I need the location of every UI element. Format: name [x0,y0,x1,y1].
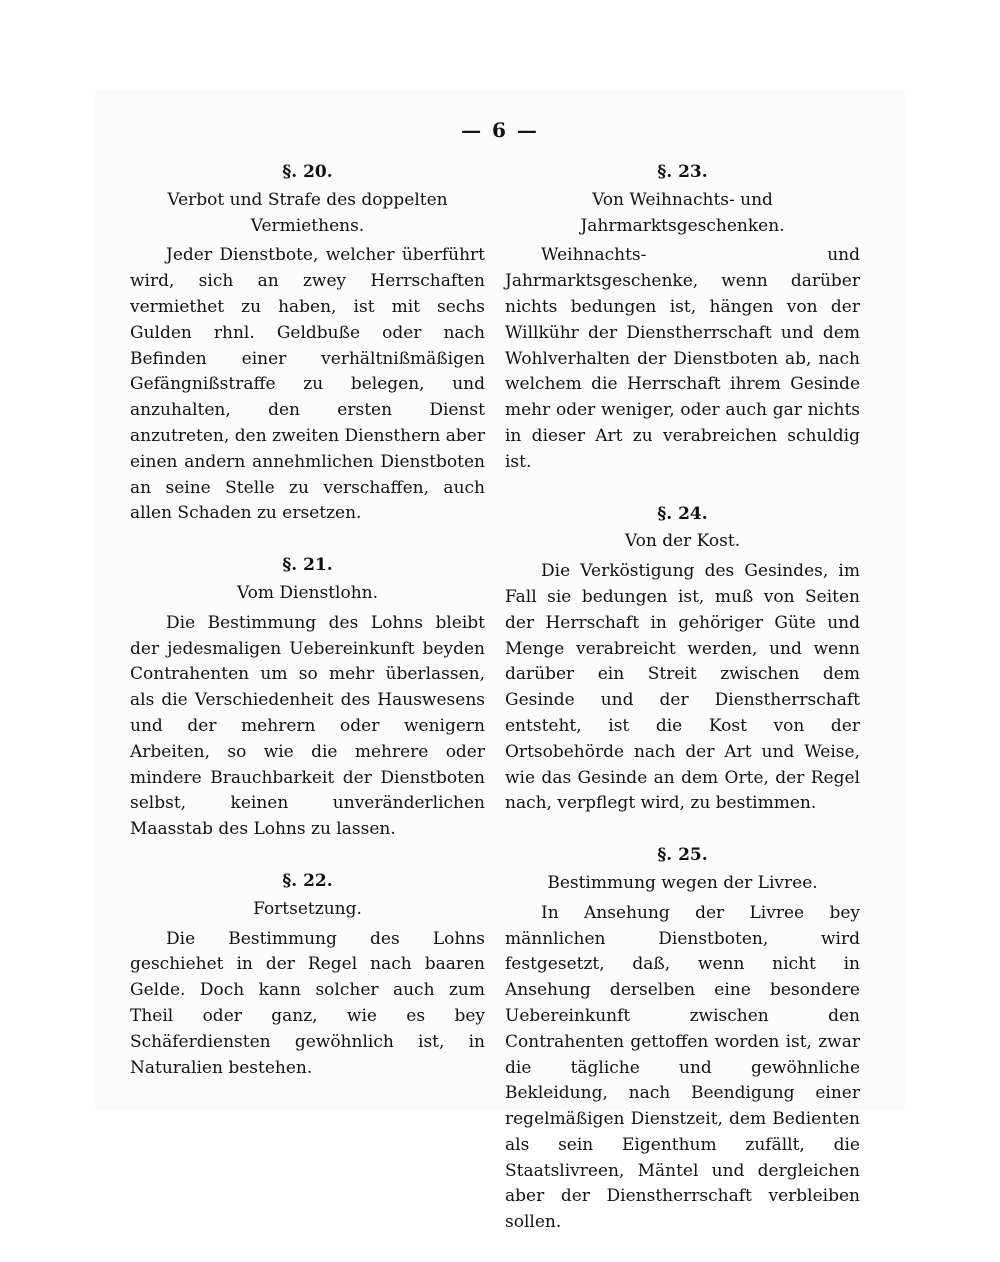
section-title: Bestimmung wegen der Livree. [547,872,818,893]
section-heading: §. 21. [282,555,333,576]
section-text: Die Verköstigung des Gesindes, im Fall sie bedungen ist, muß von Seiten der Herrschaft in gehöriger Güte und Menge verabreicht werden, und wenn darüber ein Streit zwischen dem Gesinde und der Dienstherrschaft entsteht, ist die Kost von der Ortsobehörde nach der Art und Weise, wie das Gesinde an dem Orte, der Regel nach, verpflegt wird, zu bestimmen. [505,561,860,814]
section-title: Verbot und Strafe des doppelten Vermiethens. [167,189,448,236]
section-text: Die Bestimmung des Lohns geschiehet in der Regel nach baaren Gelde. Doch kann solcher auch zum Theil oder ganz, wie es bey Schäferdiensten gewöhnlich ist, in Naturalien bestehen. [130,928,485,1078]
section-title: Von Weihnachts- und Jahrmarktsgeschenken. [580,189,785,236]
document-page [95,90,905,1233]
section-heading: §. 22. [282,870,333,891]
page-number: — 6 — [461,118,539,142]
section-text: Jeder Dienstbote, welcher überführt wird, sich an zwey Herrschaften vermiethet zu haben, ist mit sechs Gulden rhnl. Geldbuße oder nach Befinden einer verhältnißmäßigen Gefängnißstraffe zu belegen, und anzuhalten, den ersten Dienst anzutreten, den zweiten Diensthern aber einen andern annehmlichen Dienstboten an seine Stelle zu verschaffen, auch allen Schaden zu ersetzen. [130,245,485,524]
section-title: Vom Dienstlohn. [236,582,379,603]
section-heading: §. 20. [282,162,333,182]
section-title: Fortsetzung. [253,898,362,919]
left-column [130,160,485,1107]
section-heading: §. 25. [657,845,708,866]
section-heading: §. 23. [657,162,708,182]
section-title: Von der Kost. [624,531,741,552]
right-column [505,160,860,1262]
section-text: Die Bestimmung des Lohns bleibt der jedesmaligen Uebereinkunft beyden Contrahenten um so mehr überlassen, als die Verschiedenheit des Hauswesens und der mehrern oder wenigern Arbeiten, so wie die mehrere oder mindere Brauchbarkeit der Dienstboten selbst, keinen unveränderlichen Maasstab des Lohns zu lassen. [130,612,485,840]
section-text: In Ansehung der Livree bey männlichen Dienstboten, wird festgesetzt, daß, wenn nicht in Ansehung derselben eine besondere Uebereinkunft zwischen den Contrahenten gettoffen worden ist, zwar die tägliche und gewöhnliche Bekleidung, nach Beendigung einer regelmäßigen Dienstzeit, dem Bedienten als sein Eigenthum zufällt, die Staatslivreen, Mäntel und dergleichen aber der Dienstherrschaft verbleiben sollen. [505,902,860,1233]
section-text: Weihnachts- und Jahrmarktsgeschenke, wenn darüber nichts bedungen ist, hängen von der Willkühr der Dienstherrschaft und dem Wohlverhalten der Dienstboten ab, nach welchem die Herrschaft ihrem Gesinde mehr oder weniger, oder auch gar nichts in dieser Art zu verabreichen schuldig ist. [505,245,860,472]
section-heading: §. 24. [657,503,708,524]
